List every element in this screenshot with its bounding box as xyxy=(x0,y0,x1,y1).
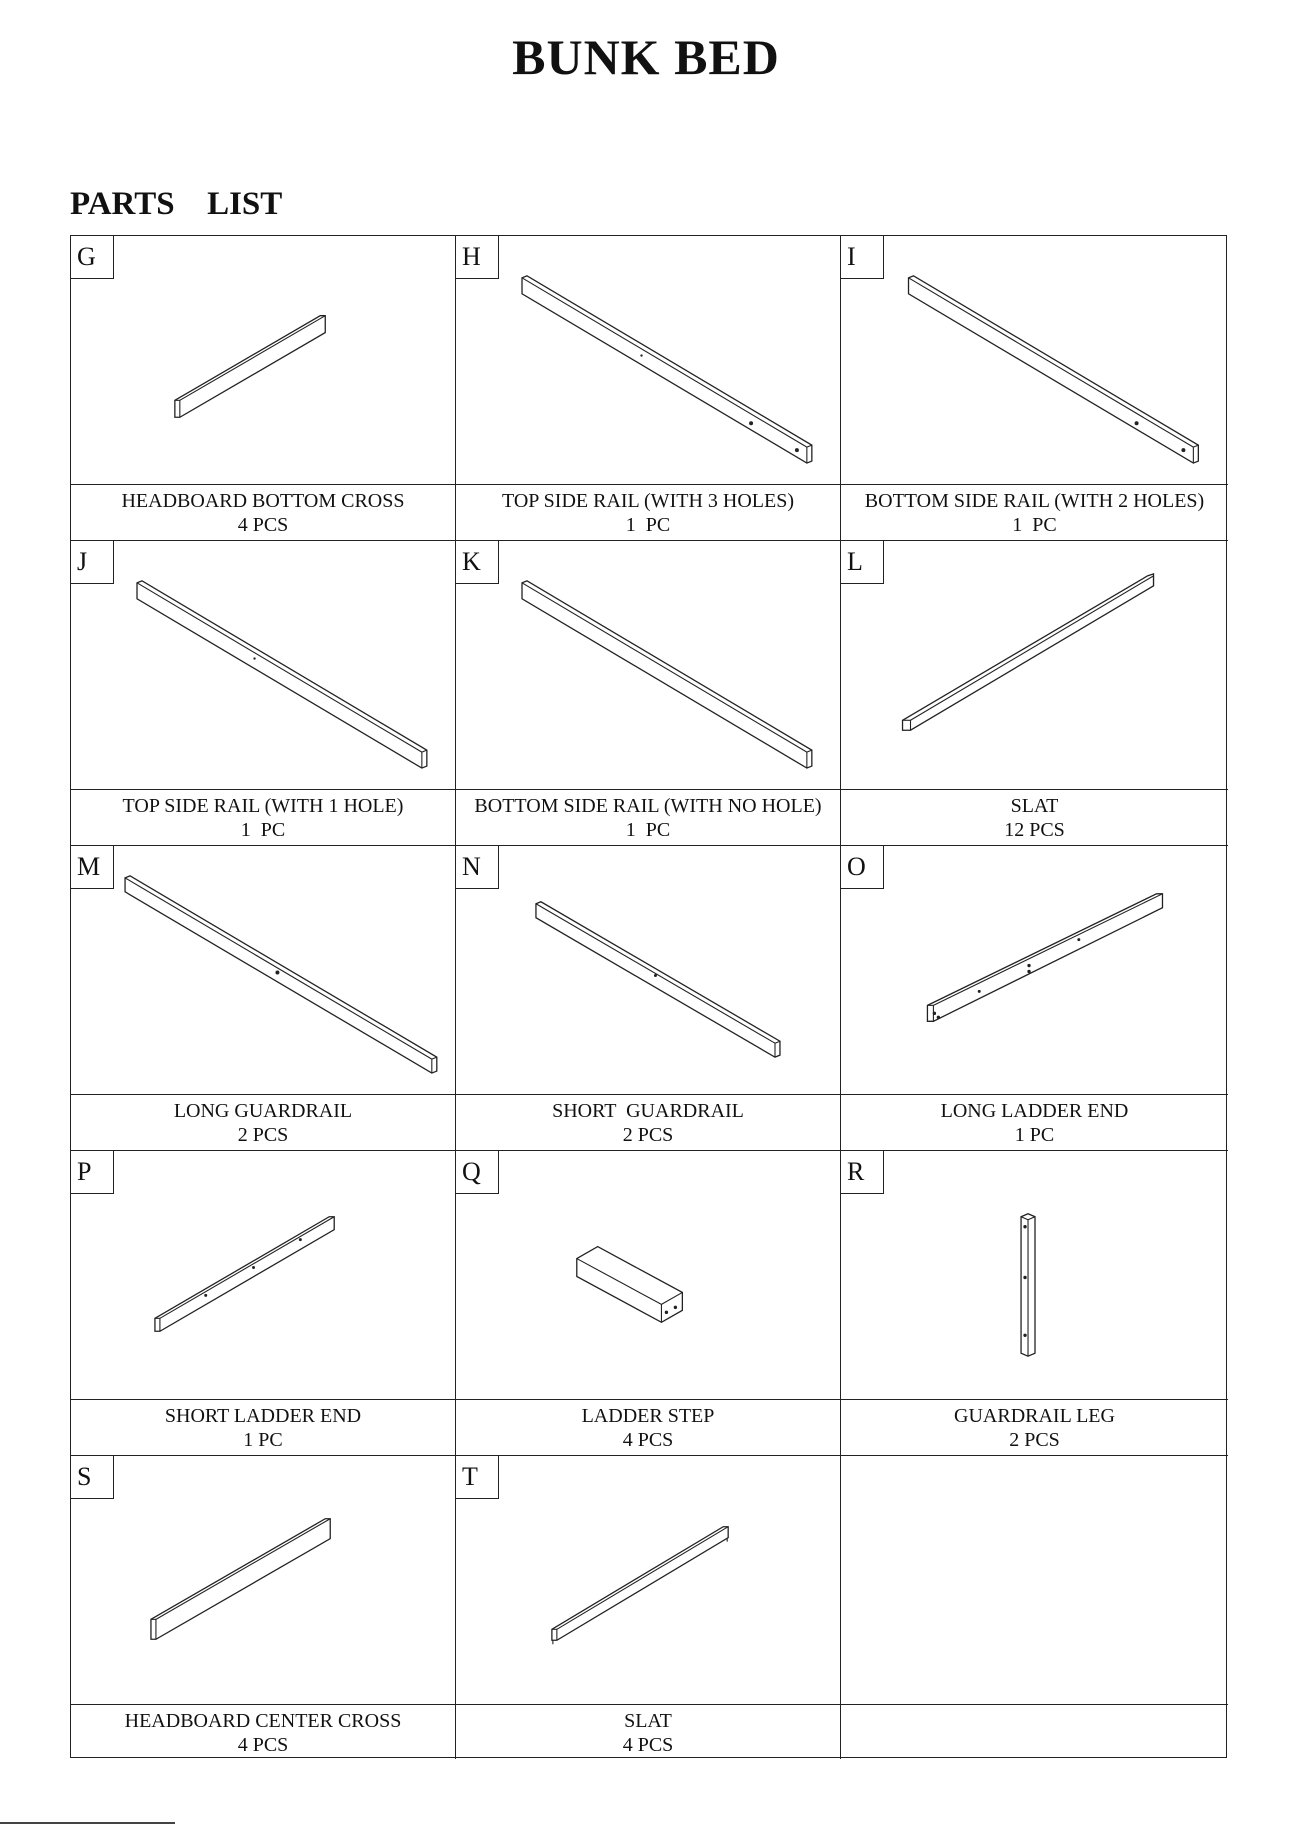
part-illustration xyxy=(841,846,1228,1095)
part-cell-r xyxy=(841,1151,1228,1456)
part-caption xyxy=(71,1095,455,1150)
part-k-drawing xyxy=(456,541,840,789)
part-illustration xyxy=(71,1151,455,1400)
part-quantity: 4 PCS xyxy=(237,514,289,536)
part-quantity: 1 PC xyxy=(240,819,286,841)
part-caption xyxy=(71,1705,455,1760)
part-cell-i xyxy=(841,236,1228,541)
part-name: HEADBOARD CENTER CROSS xyxy=(124,1710,402,1732)
part-cell-g xyxy=(71,236,456,541)
part-quantity: 4 PCS xyxy=(237,1734,289,1756)
part-g-drawing xyxy=(71,236,455,484)
part-cell-k xyxy=(456,541,841,846)
part-o-drawing xyxy=(841,846,1228,1094)
part-j-drawing xyxy=(71,541,455,789)
part-letter: J xyxy=(71,541,114,584)
parts-list-heading: PARTS LIST xyxy=(70,186,283,222)
part-illustration xyxy=(456,1456,840,1705)
part-q-drawing xyxy=(456,1151,840,1399)
part-quantity: 2 PCS xyxy=(237,1124,289,1146)
part-name: BOTTOM SIDE RAIL (WITH NO HOLE) xyxy=(474,795,822,817)
part-illustration xyxy=(71,846,455,1095)
part-illustration xyxy=(71,236,455,485)
part-caption xyxy=(456,1400,840,1455)
part-caption xyxy=(71,485,455,540)
part-name: TOP SIDE RAIL (WITH 1 HOLE) xyxy=(122,795,404,817)
part-cell-j xyxy=(71,541,456,846)
part-name: LADDER STEP xyxy=(581,1405,715,1427)
part-cell-m xyxy=(71,846,456,1151)
part-name: LONG LADDER END xyxy=(940,1100,1129,1122)
part-m-drawing xyxy=(71,846,455,1094)
part-letter: I xyxy=(841,236,884,279)
part-caption xyxy=(841,1095,1228,1150)
part-quantity: 2 PCS xyxy=(1009,1429,1060,1451)
document-title: BUNK BED xyxy=(512,29,780,85)
part-illustration xyxy=(71,541,455,790)
part-quantity: 1 PC xyxy=(243,1429,283,1451)
part-caption xyxy=(456,1705,840,1760)
part-name: SHORT GUARDRAIL xyxy=(552,1100,744,1122)
part-cell-n xyxy=(456,846,841,1151)
part-cell-p xyxy=(71,1151,456,1456)
part-quantity: 1 PC xyxy=(1014,1124,1055,1146)
part-quantity: 4 PCS xyxy=(622,1429,674,1451)
part-letter: S xyxy=(71,1456,114,1499)
part-h-drawing xyxy=(456,236,840,484)
part-t-drawing xyxy=(456,1456,840,1704)
part-quantity: 12 PCS xyxy=(1004,819,1065,841)
part-name: SLAT xyxy=(1010,795,1059,817)
part-cell-o xyxy=(841,846,1228,1151)
part-n-drawing xyxy=(456,846,840,1094)
part-l-drawing xyxy=(841,541,1228,789)
part-cell-s xyxy=(71,1456,456,1759)
footer-rule xyxy=(0,1822,175,1824)
part-caption xyxy=(841,1400,1228,1455)
empty-illustration-area xyxy=(841,1456,1228,1705)
part-illustration xyxy=(841,1151,1228,1400)
part-letter: K xyxy=(456,541,499,584)
part-cell-l xyxy=(841,541,1228,846)
part-illustration xyxy=(456,541,840,790)
part-illustration xyxy=(71,1456,455,1705)
part-name: LONG GUARDRAIL xyxy=(173,1100,353,1122)
empty-cell xyxy=(841,1456,1228,1759)
part-letter: G xyxy=(71,236,114,279)
parts-grid xyxy=(70,235,1227,1758)
part-caption xyxy=(71,790,455,845)
part-name: SLAT xyxy=(624,1710,672,1732)
part-s-drawing xyxy=(71,1456,455,1704)
part-illustration xyxy=(456,846,840,1095)
part-letter: H xyxy=(456,236,499,279)
part-illustration xyxy=(456,236,840,485)
part-caption xyxy=(841,790,1228,845)
part-name: BOTTOM SIDE RAIL (WITH 2 HOLES) xyxy=(864,490,1205,512)
part-caption xyxy=(456,1095,840,1150)
part-letter: Q xyxy=(456,1151,499,1194)
part-caption xyxy=(456,485,840,540)
part-caption xyxy=(71,1400,455,1455)
part-illustration xyxy=(456,1151,840,1400)
part-quantity: 1 PC xyxy=(625,514,671,536)
part-letter: L xyxy=(841,541,884,584)
part-i-drawing xyxy=(841,236,1228,484)
part-letter: T xyxy=(456,1456,499,1499)
part-name: GUARDRAIL LEG xyxy=(954,1405,1115,1427)
part-caption xyxy=(456,790,840,845)
part-cell-q xyxy=(456,1151,841,1456)
part-quantity: 2 PCS xyxy=(622,1124,674,1146)
part-illustration xyxy=(841,541,1228,790)
part-letter: N xyxy=(456,846,499,889)
part-letter: P xyxy=(71,1151,114,1194)
part-quantity: 4 PCS xyxy=(622,1734,674,1756)
part-caption xyxy=(841,485,1228,540)
part-p-drawing xyxy=(71,1151,455,1399)
part-r-drawing xyxy=(841,1151,1228,1399)
part-cell-t xyxy=(456,1456,841,1759)
part-name: HEADBOARD BOTTOM CROSS xyxy=(121,490,405,512)
part-quantity: 1 PC xyxy=(625,819,671,841)
part-letter: R xyxy=(841,1151,884,1194)
part-name: SHORT LADDER END xyxy=(164,1405,362,1427)
part-name: TOP SIDE RAIL (WITH 3 HOLES) xyxy=(501,490,794,512)
part-letter: O xyxy=(841,846,884,889)
part-quantity: 1 PC xyxy=(1012,514,1057,536)
part-illustration xyxy=(841,236,1228,485)
part-cell-h xyxy=(456,236,841,541)
part-letter: M xyxy=(71,846,114,889)
